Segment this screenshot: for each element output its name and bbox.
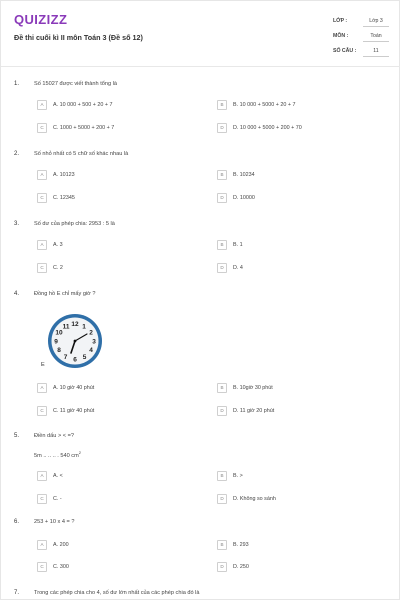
- option-letter-box: B: [217, 383, 227, 393]
- option-label: D. 10 000 + 5000 + 200 + 70: [233, 124, 302, 131]
- option-letter-box: D: [217, 406, 227, 416]
- question-text: Điền dấu > < =?: [34, 433, 74, 439]
- svg-text:7: 7: [63, 354, 68, 361]
- option-letter-box: B: [217, 471, 227, 481]
- option-a[interactable]: [37, 383, 187, 393]
- option-letter-box: D: [217, 193, 227, 203]
- option-label: A. 10123: [53, 171, 75, 178]
- option-b[interactable]: [217, 170, 367, 180]
- option-label: B. 10234: [233, 171, 255, 178]
- question-number: 5.: [14, 433, 20, 439]
- option-a[interactable]: [37, 471, 187, 481]
- option-a[interactable]: [37, 540, 187, 550]
- option-a[interactable]: [37, 100, 187, 110]
- option-c[interactable]: [37, 562, 187, 572]
- option-label: B. 10 000 + 5000 + 20 + 7: [233, 101, 296, 108]
- option-d[interactable]: [217, 263, 367, 273]
- option-letter-box: A: [37, 383, 47, 393]
- subject-label: MÔN :: [333, 33, 349, 39]
- question-text: Số dư của phép chia: 2953 : 5 là: [34, 221, 115, 227]
- question-text: Trong các phép chia cho 4, số dư lớn nhất của các phép chia đó là: [34, 590, 200, 596]
- question-number: 1.: [14, 81, 20, 87]
- option-label: B. 10giờ 30 phút: [233, 384, 273, 391]
- svg-text:9: 9: [54, 338, 58, 346]
- option-d[interactable]: [217, 562, 367, 572]
- svg-text:10: 10: [55, 329, 63, 337]
- option-letter-box: C: [37, 263, 47, 273]
- option-letter-box: B: [217, 240, 227, 250]
- option-b[interactable]: [217, 540, 367, 550]
- option-label: C. 12345: [53, 194, 75, 201]
- subject-value: Toán: [363, 33, 389, 42]
- worksheet-title: Đề thi cuối kì II môn Toán 3 (Đề số 12): [14, 33, 143, 42]
- option-d[interactable]: [217, 494, 367, 504]
- option-label: A. 10 giờ 40 phút: [53, 384, 95, 391]
- option-d[interactable]: [217, 193, 367, 203]
- question-number: 6.: [14, 519, 20, 525]
- option-label: A. 10 000 + 500 + 20 + 7: [53, 101, 113, 108]
- question-count-label: SỐ CÂU :: [333, 48, 357, 54]
- option-c[interactable]: [37, 193, 187, 203]
- option-label: D. Không so sánh: [233, 495, 276, 502]
- svg-text:1: 1: [82, 323, 86, 331]
- clock-center: [74, 340, 77, 343]
- option-b[interactable]: [217, 100, 367, 110]
- question-subtext-main: 5m .. .. .. . 540 cm: [34, 452, 79, 459]
- clock-label: E: [41, 362, 45, 368]
- question-subtext: [34, 450, 81, 459]
- question-number: 2.: [14, 151, 20, 157]
- class-label: LỚP :: [333, 18, 348, 24]
- option-c[interactable]: [37, 406, 187, 416]
- option-letter-box: C: [37, 193, 47, 203]
- option-letter-box: B: [217, 540, 227, 550]
- option-label: C. 1000 + 5000 + 200 + 7: [53, 124, 115, 131]
- option-d[interactable]: [217, 123, 367, 133]
- question-number: 3.: [14, 221, 20, 227]
- option-b[interactable]: [217, 383, 367, 393]
- question-number: 7.: [14, 590, 20, 596]
- svg-text:6: 6: [73, 356, 77, 364]
- option-a[interactable]: [37, 240, 187, 250]
- option-letter-box: A: [37, 170, 47, 180]
- option-label: C. 2: [53, 264, 63, 271]
- option-label: D. 10000: [233, 194, 255, 201]
- option-b[interactable]: [217, 471, 367, 481]
- quizizz-logo: QUIZIZZ: [14, 12, 68, 27]
- option-letter-box: A: [37, 471, 47, 481]
- question-count-value: 11: [363, 48, 389, 57]
- svg-text:4: 4: [89, 347, 93, 354]
- clock-drawing: [37, 313, 113, 369]
- option-label: C. -: [53, 495, 62, 502]
- option-d[interactable]: [217, 406, 367, 416]
- question-text: Số nhỏ nhất có 5 chữ số khác nhau là: [34, 151, 129, 157]
- svg-text:11: 11: [62, 323, 70, 331]
- class-value: Lớp 3: [363, 18, 389, 27]
- option-letter-box: C: [37, 123, 47, 133]
- option-label: A. 3: [53, 241, 63, 248]
- option-label: B. 1: [233, 241, 243, 248]
- option-letter-box: D: [217, 494, 227, 504]
- option-label: B. >: [233, 472, 243, 479]
- option-label: A. 200: [53, 541, 69, 548]
- worksheet-header: [1, 1, 400, 67]
- option-letter-box: A: [37, 540, 47, 550]
- option-letter-box: A: [37, 240, 47, 250]
- option-letter-box: B: [217, 170, 227, 180]
- option-letter-box: C: [37, 494, 47, 504]
- option-letter-box: C: [37, 562, 47, 572]
- clock-image: [37, 313, 113, 369]
- option-letter-box: B: [217, 100, 227, 110]
- option-letter-box: D: [217, 263, 227, 273]
- option-c[interactable]: [37, 263, 187, 273]
- svg-text:2: 2: [89, 329, 93, 337]
- option-label: A. <: [53, 472, 63, 479]
- option-letter-box: C: [37, 406, 47, 416]
- option-label: C. 11 giờ 40 phút: [53, 407, 95, 414]
- question-number: 4.: [14, 291, 20, 297]
- option-label: D. 250: [233, 563, 249, 570]
- option-letter-box: A: [37, 100, 47, 110]
- option-label: D. 11 giờ 20 phút: [233, 407, 275, 414]
- svg-text:3: 3: [92, 338, 96, 346]
- option-label: D. 4: [233, 264, 243, 271]
- question-text: 253 + 10 x 4 = ?: [34, 519, 75, 525]
- option-a[interactable]: [37, 170, 187, 180]
- svg-text:12: 12: [71, 321, 79, 328]
- svg-text:5: 5: [82, 354, 87, 361]
- question-text: Số 15027 được viết thành tổng là: [34, 81, 117, 87]
- svg-text:8: 8: [57, 347, 61, 354]
- superscript: 2: [78, 450, 81, 455]
- question-text: Đồng hồ E chỉ mấy giờ ?: [34, 291, 96, 297]
- option-b[interactable]: [217, 240, 367, 250]
- option-label: B. 293: [233, 541, 249, 548]
- option-label: C. 300: [53, 563, 69, 570]
- option-letter-box: D: [217, 562, 227, 572]
- option-c[interactable]: [37, 123, 187, 133]
- option-letter-box: D: [217, 123, 227, 133]
- option-c[interactable]: [37, 494, 187, 504]
